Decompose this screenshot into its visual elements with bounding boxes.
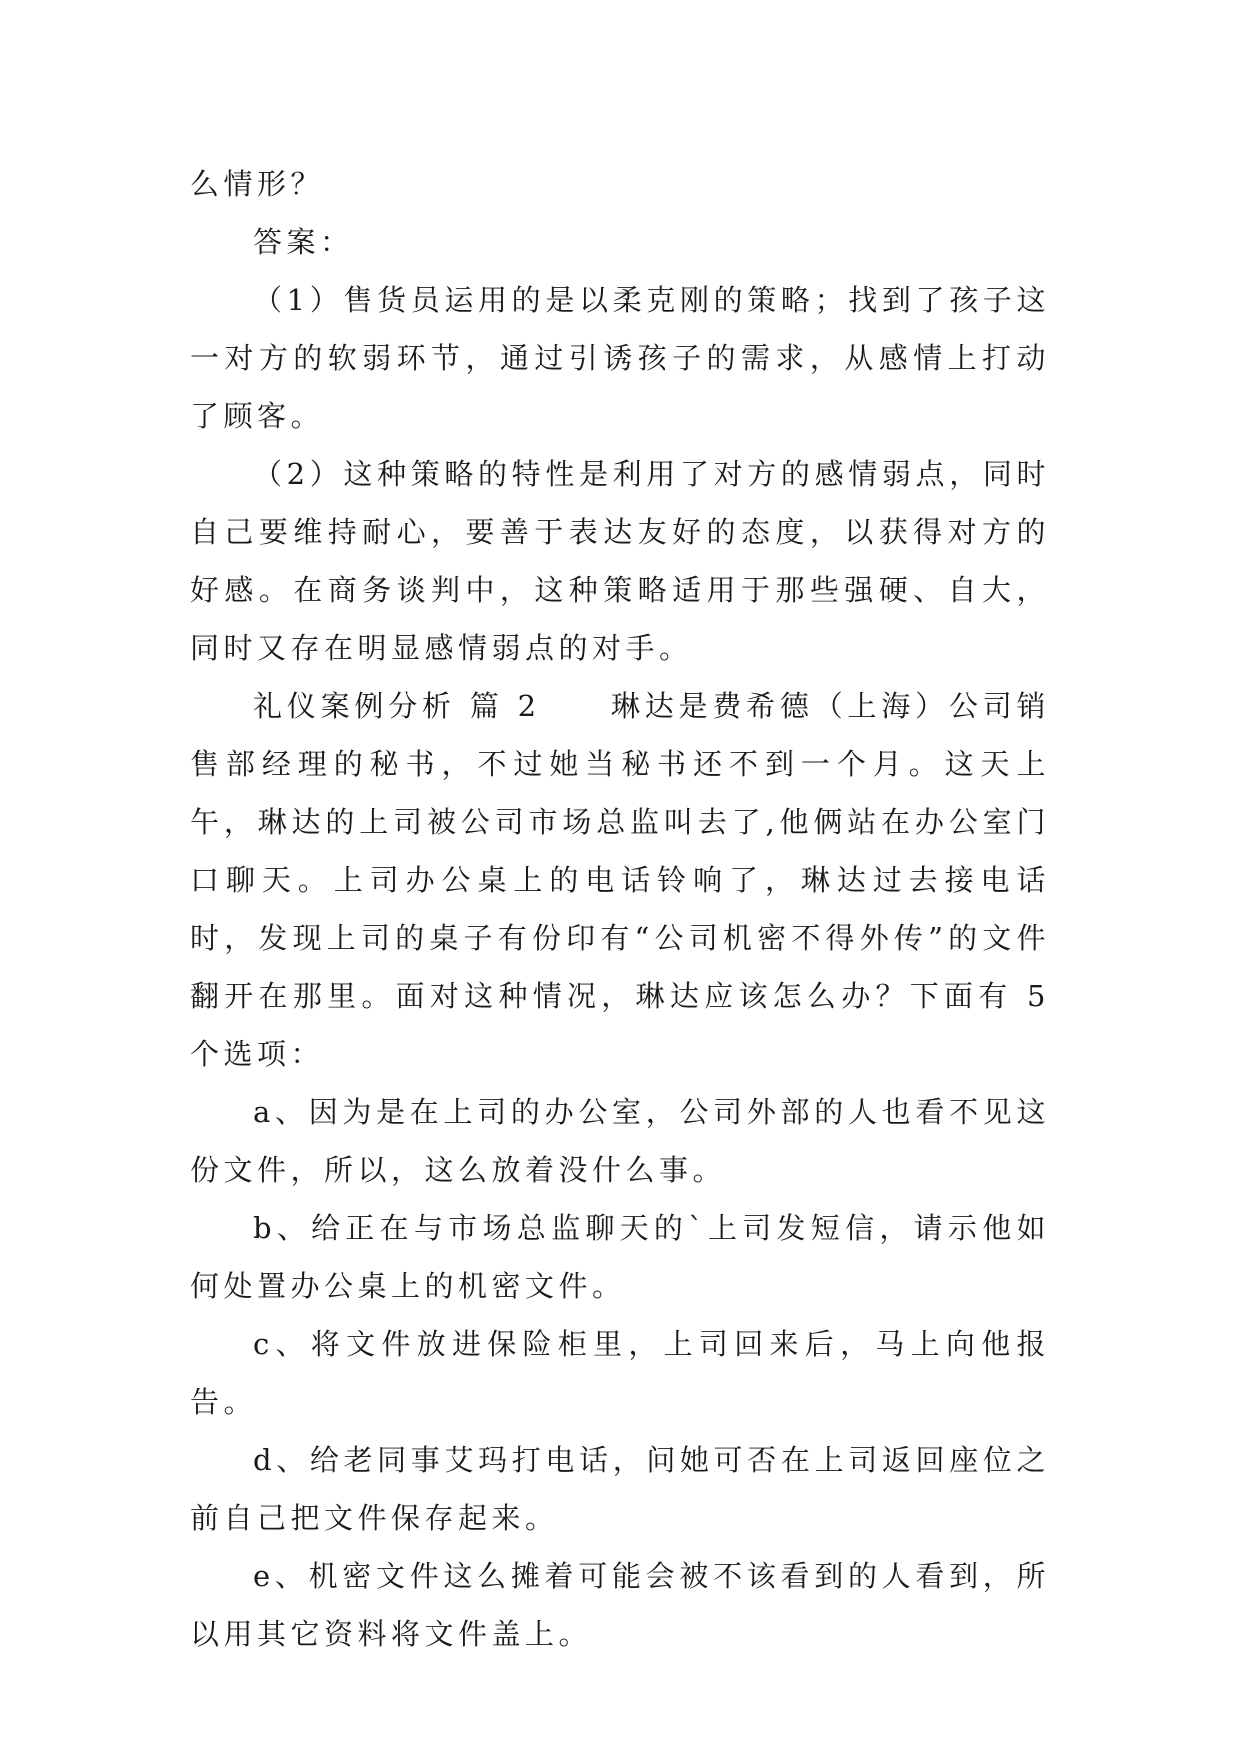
- option-a: a、因为是在上司的办公室，公司外部的人也看不见这份文件，所以，这么放着没什么事。: [190, 1095, 1050, 1187]
- option-b: b、给正在与市场总监聊天的`上司发短信，请示他如何处置办公桌上的机密文件。: [190, 1211, 1050, 1303]
- option-e: e、机密文件这么摊着可能会被不该看到的人看到，所以用其它资料将文件盖上。: [190, 1559, 1050, 1651]
- answer-point-2: （2）这种策略的特性是利用了对方的感情弱点，同时自己要维持耐心，要善于表达友好的态度，以获得对方的好感。在商务谈判中，这种策略适用于那些强硬、自大，同时又存在明显感情弱点的对手。: [190, 457, 1050, 665]
- answer-label: 答案：: [253, 225, 354, 259]
- option-d: d、给老同事艾玛打电话，问她可否在上司返回座位之前自己把文件保存起来。: [190, 1443, 1050, 1535]
- section-heading: 礼仪案例分析 篇 2: [253, 689, 541, 723]
- case-description: 琳达是费希德（上海）公司销售部经理的秘书，不过她当秘书还不到一个月。这天上午，琳达的上司被公司市场总监叫去了,他俩站在办公室门口聊天。上司办公桌上的电话铃响了，琳达过去接电话时，发现上司的桌子有份印有“公司机密不得外传”的文件翻开在那里。面对这种情况，琳达应该怎么办？下面有 5 个选项：: [190, 689, 1050, 1071]
- document-body: [190, 155, 1050, 1663]
- case-paragraph: [190, 677, 1050, 1083]
- answer-point-1: （1）售货员运用的是以柔克刚的策略；找到了孩子这一对方的软弱环节，通过引诱孩子的需求，从感情上打动了顾客。: [190, 283, 1050, 433]
- paragraph-continuation: 么情形？: [190, 167, 325, 201]
- option-c: c、将文件放进保险柜里，上司回来后，马上向他报告。: [190, 1327, 1050, 1419]
